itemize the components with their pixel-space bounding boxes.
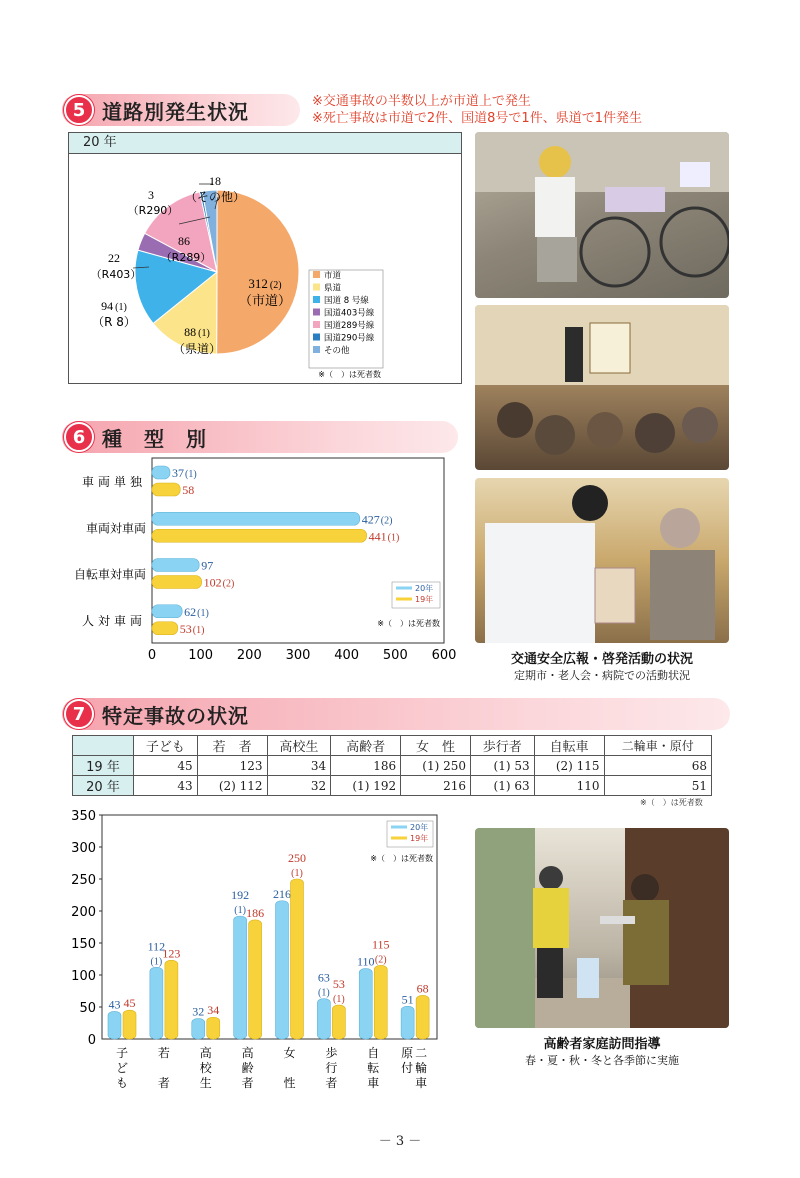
x-tick-label: 0 <box>147 648 157 663</box>
legend-swatch <box>313 334 320 341</box>
table-cell: 186 <box>331 756 401 776</box>
legend-label: 市道 <box>324 271 342 281</box>
legend-label: その他 <box>324 346 350 356</box>
bar-value-label: 427(2) <box>361 512 393 527</box>
bar <box>234 916 247 1039</box>
category-label: 付 <box>401 1061 414 1075</box>
bar-value-label: 63 <box>317 970 330 985</box>
category-label: も <box>115 1076 129 1090</box>
bar-death-label: (1) <box>318 987 330 999</box>
category-label: ど <box>115 1061 129 1075</box>
category-label: 高 <box>199 1046 212 1060</box>
legend-label: 国道403号線 <box>324 308 375 319</box>
y-tick-label: 350 <box>71 809 96 824</box>
legend-label: 県道 <box>324 283 342 294</box>
legend-swatch <box>313 346 320 353</box>
bar-value-label: 250 <box>288 851 306 865</box>
section7-header <box>62 698 730 730</box>
y-tick-label: 100 <box>71 969 96 984</box>
bar-value-label: 43 <box>108 997 121 1012</box>
legend-label: 19年 <box>415 595 434 604</box>
y-tick-label: 300 <box>71 841 96 856</box>
legend-label: 国道 8 号線 <box>324 296 369 306</box>
note-1: ※交通事故の半数以上が市道上で発生 <box>312 94 531 109</box>
table-header-cell: 若 者 <box>197 736 267 756</box>
table-cell: 43 <box>134 776 198 796</box>
bar-value-label: 186 <box>246 905 265 920</box>
pie-label-ken-val: 88 (1) <box>184 325 210 339</box>
category-label: 自 <box>367 1046 380 1060</box>
bar-value-label: 45 <box>123 996 136 1011</box>
bar <box>152 529 367 542</box>
legend-label: 国道289号線 <box>324 321 375 331</box>
x-tick-label: 600 <box>431 648 457 663</box>
visit-caption-title: 高齢者家庭訪問指導 <box>543 1037 661 1052</box>
bar <box>152 466 170 479</box>
pie-label-ken-name: （県道） <box>172 342 222 356</box>
bar-value-label: 53(1) <box>179 621 205 636</box>
table-cell: 34 <box>267 756 331 776</box>
category-label: 車 <box>415 1076 428 1090</box>
category-label: 子 <box>115 1046 129 1060</box>
pie-label-shi-val: 312 (2) <box>248 276 282 291</box>
bar <box>416 995 429 1039</box>
bar-value-label: 97 <box>201 558 214 573</box>
category-label: 車両単独 <box>81 475 146 489</box>
section7-title: 特定事故の状況 <box>102 703 249 728</box>
legend-label: 20年 <box>410 823 429 832</box>
panel-year: 20 年 <box>83 135 117 150</box>
bar <box>152 512 360 525</box>
pie-label-r289-name: （R289） <box>160 251 212 264</box>
category-label: 車 <box>367 1076 380 1090</box>
type-bar-chart <box>62 452 472 667</box>
x-tick-label: 400 <box>334 648 360 663</box>
table-cell: 110 <box>534 776 604 796</box>
bar-value-label: 112 <box>147 939 166 954</box>
campaign-caption-title: 交通安全広報・啓発活動の状況 <box>510 652 693 667</box>
table-row-label: 20 年 <box>73 776 134 796</box>
legend-swatch <box>313 309 320 316</box>
type-bars <box>74 458 456 663</box>
bar <box>152 576 202 589</box>
bar <box>192 1019 205 1039</box>
table-cell: 51 <box>604 776 711 796</box>
table-cell: (2) 112 <box>197 776 267 796</box>
table-cell: 123 <box>197 756 267 776</box>
bar-value-label: 102(2) <box>203 575 235 590</box>
specific-bar-chart <box>62 805 447 1100</box>
x-tick-label: 100 <box>188 648 214 663</box>
table-header-cell: 高校生 <box>267 736 331 756</box>
category-label: 原 <box>401 1046 414 1060</box>
specific-bars <box>71 809 437 1090</box>
page-number: － 3 － <box>378 1134 422 1149</box>
bar-death-label: (1) <box>333 994 345 1006</box>
bar-value-label: 68 <box>416 981 429 996</box>
bar-value-label: 110 <box>356 954 375 969</box>
table-cell: (1) 192 <box>331 776 401 796</box>
table-cell: (1) 250 <box>401 756 471 776</box>
pie-label-r8-name: （R 8） <box>92 315 136 329</box>
category-label: 性 <box>283 1076 296 1090</box>
table-cell: 45 <box>134 756 198 776</box>
table-header-cell <box>73 736 134 756</box>
table-cell: 216 <box>401 776 471 796</box>
section5-title: 道路別発生状況 <box>102 99 249 124</box>
table-cell: (1) 63 <box>470 776 534 796</box>
category-label: 者 <box>157 1076 170 1090</box>
category-label: 人対車両 <box>81 613 146 628</box>
category-label: 輪 <box>415 1061 428 1075</box>
category-label: 自転車対車両 <box>73 567 146 582</box>
road-pie-chart <box>69 154 461 382</box>
pie-label-r289-val: 86 <box>178 234 190 248</box>
bar <box>332 1005 345 1039</box>
category-label: 女 <box>283 1046 296 1060</box>
chart-footnote: ※（ ）は死者数 <box>370 854 433 863</box>
section5-notes <box>312 93 642 127</box>
pie-label-r290-val: 3 <box>148 188 154 202</box>
category-label: 行 <box>325 1061 338 1075</box>
section7-number: 7 <box>64 699 94 729</box>
table-header-cell: 二輪車・原付 <box>604 736 711 756</box>
legend-swatch <box>313 321 320 328</box>
bar-value-label: 51 <box>401 992 414 1007</box>
bar <box>359 969 372 1039</box>
visit-caption-sub: 春・夏・秋・冬と各季節に実施 <box>525 1054 679 1067</box>
chart-footnote: ※（ ）は死者数 <box>377 619 440 628</box>
pie-label-r403-val: 22 <box>108 251 120 265</box>
x-tick-label: 200 <box>236 648 262 663</box>
legend-swatch <box>313 284 320 291</box>
bar-value-label: 53 <box>332 977 345 992</box>
table-cell: 68 <box>604 756 711 776</box>
photo-bicycle-campaign <box>475 132 729 298</box>
legend-label: 20年 <box>415 584 434 593</box>
category-label: 者 <box>241 1076 254 1090</box>
category-label: 生 <box>199 1076 212 1090</box>
bar <box>249 920 262 1039</box>
bar-value-label: 32 <box>192 1004 205 1019</box>
y-tick-label: 0 <box>87 1033 96 1048</box>
bar-value-label: 216 <box>273 886 291 901</box>
pie-label-other-name: （その他） <box>184 190 246 204</box>
category-label: 者 <box>325 1076 338 1090</box>
bar <box>207 1017 220 1039</box>
pie-slice-0 <box>217 190 299 354</box>
category-label: 二 <box>415 1046 428 1060</box>
bar-death-label: (1) <box>234 905 246 917</box>
y-tick-label: 200 <box>71 905 96 920</box>
bar-death-label: (2) <box>374 954 387 966</box>
pie-label-r290-name: （R290） <box>127 204 179 217</box>
section5-number: 5 <box>64 95 94 125</box>
category-label: 転 <box>367 1061 380 1075</box>
bar-value-label: 123 <box>162 946 181 961</box>
bar <box>123 1010 136 1039</box>
table-header-cell: 高齢者 <box>331 736 401 756</box>
x-tick-label: 500 <box>382 648 408 663</box>
table-row <box>73 776 712 796</box>
bar <box>152 605 182 618</box>
bar <box>150 967 163 1039</box>
section6-header <box>62 421 458 453</box>
bar-value-label: 58 <box>182 483 195 497</box>
bar <box>152 559 199 572</box>
bar <box>374 965 387 1039</box>
bar-death-label: (1) <box>150 956 163 968</box>
bar-death-label: (1) <box>291 868 303 879</box>
pie-label-r403-name: （R403） <box>90 268 142 281</box>
bar-value-label: 37(1) <box>172 466 197 480</box>
table-header-row <box>73 736 712 756</box>
table-row <box>73 756 712 776</box>
road-pie-panel <box>68 132 462 384</box>
bar <box>276 901 289 1039</box>
bar-value-label: 115 <box>371 937 390 952</box>
category-label: 歩 <box>325 1046 338 1060</box>
table-row-label: 19 年 <box>73 756 134 776</box>
legend-label: 19年 <box>410 834 429 843</box>
x-tick-label: 300 <box>285 648 311 663</box>
table-header-cell: 自転車 <box>534 736 604 756</box>
table-header-cell: 女 性 <box>401 736 471 756</box>
campaign-caption <box>475 648 729 683</box>
legend-label: 国道290号線 <box>324 333 375 344</box>
y-tick-label: 150 <box>71 937 96 952</box>
pie-footnote: ※（ ）は死者数 <box>318 370 381 379</box>
pie-label-other-val: 18 <box>209 174 221 188</box>
bar-value-label: 62(1) <box>184 604 209 619</box>
campaign-caption-sub: 定期市・老人会・病院での活動状況 <box>514 669 690 682</box>
photo-hospital-campaign <box>475 478 729 643</box>
note-2: ※死亡事故は市道で2件、国道8号で1件、県道で1件発生 <box>312 111 642 126</box>
category-label: 若 <box>157 1046 170 1060</box>
bar-value-label: 441(1) <box>368 529 400 544</box>
table-header-cell: 歩行者 <box>470 736 534 756</box>
bar <box>152 483 180 496</box>
bar <box>317 999 330 1039</box>
bar <box>165 960 178 1039</box>
bar <box>291 879 304 1039</box>
pie-label-r8-val: 94 (1) <box>101 299 127 313</box>
legend-swatch <box>313 271 320 278</box>
section6-title: 種 型 別 <box>102 426 207 451</box>
photo-home-visit <box>475 828 729 1028</box>
y-tick-label: 50 <box>79 1001 96 1016</box>
visit-caption <box>475 1033 729 1068</box>
category-label: 校 <box>199 1061 212 1075</box>
table-footnote: ※（ ）は死者数 <box>640 798 703 807</box>
table-cell: (1) 53 <box>470 756 534 776</box>
specific-accident-table <box>72 735 712 796</box>
bar <box>108 1011 121 1039</box>
y-tick-label: 250 <box>71 873 96 888</box>
bar <box>152 622 178 635</box>
legend-swatch <box>313 296 320 303</box>
panel-year-header <box>69 133 461 154</box>
bar-value-label: 192 <box>231 888 250 903</box>
section5-header <box>62 94 300 126</box>
pie-label-shi-name: （市道） <box>238 294 292 309</box>
category-label: 高 <box>241 1046 254 1060</box>
table-cell: (2) 115 <box>534 756 604 776</box>
category-label: 齢 <box>241 1061 254 1075</box>
table-cell: 32 <box>267 776 331 796</box>
bar <box>401 1006 414 1039</box>
photo-elderly-lecture <box>475 305 729 470</box>
bar-value-label: 34 <box>207 1003 220 1018</box>
category-label: 車両対車両 <box>85 521 146 536</box>
section6-number: 6 <box>64 422 94 452</box>
table-header-cell: 子ども <box>134 736 198 756</box>
